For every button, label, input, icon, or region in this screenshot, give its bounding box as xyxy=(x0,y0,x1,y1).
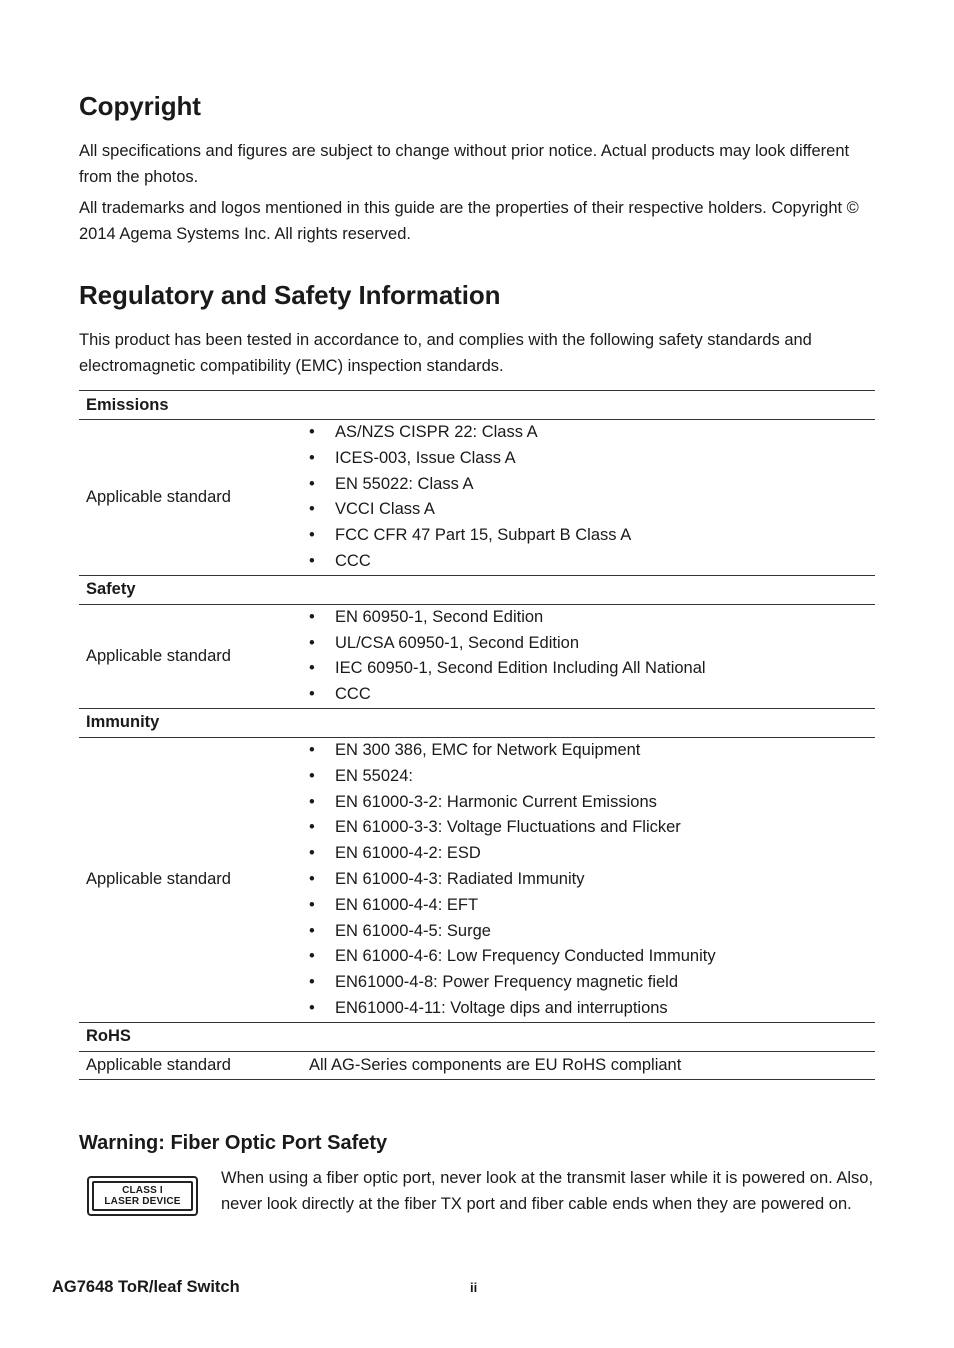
standard-label: Applicable standard xyxy=(79,1051,309,1079)
standard-items xyxy=(309,737,875,1022)
standard-items xyxy=(309,604,875,708)
list-item: • FCC CFR 47 Part 15, Subpart B Class A xyxy=(309,523,875,549)
table-row xyxy=(79,420,875,576)
standard-label: Applicable standard xyxy=(86,646,231,665)
badge-line-2: LASER DEVICE xyxy=(104,1196,181,1207)
section-row-rohs xyxy=(79,1022,875,1051)
list-item: • EN 300 386, EMC for Network Equipment xyxy=(309,738,875,764)
section-title: Safety xyxy=(79,575,875,604)
list-item: • EN61000-4-8: Power Frequency magnetic field xyxy=(309,970,875,996)
laser-badge-inner xyxy=(92,1181,193,1211)
list-item: • CCC xyxy=(309,682,875,708)
table-row xyxy=(79,1051,875,1079)
list-item: • EN 61000-4-4: EFT xyxy=(309,893,875,919)
list-item: • EN 61000-4-2: ESD xyxy=(309,841,875,867)
copyright-paragraph-2: All trademarks and logos mentioned in this guide are the properties of their respective holders. Copyright © 2014 Agema Systems Inc. All rights reserved. xyxy=(79,199,859,243)
section-title: Emissions xyxy=(79,391,875,420)
list-item: • IEC 60950-1, Second Edition Including All National xyxy=(309,656,875,682)
section-title: RoHS xyxy=(79,1022,875,1051)
table-row xyxy=(79,737,875,1022)
list-item: • EN 55024: xyxy=(309,764,875,790)
copyright-heading: Copyright xyxy=(79,91,201,121)
warning-heading: Warning: Fiber Optic Port Safety xyxy=(79,1132,388,1154)
list-item: • EN 61000-4-6: Low Frequency Conducted Immunity xyxy=(309,944,875,970)
list-item: • AS/NZS CISPR 22: Class A xyxy=(309,420,875,446)
footer-product-name: AG7648 ToR/leaf Switch xyxy=(52,1278,240,1296)
laser-class-badge xyxy=(87,1176,198,1216)
regulatory-intro: This product has been tested in accordance to, and complies with the following safety standards and electromagnetic compatibility (EMC) inspection standards. xyxy=(79,331,812,375)
section-row-safety xyxy=(79,575,875,604)
list-item: • EN 61000-3-3: Voltage Fluctuations and Flicker xyxy=(309,815,875,841)
list-item: • ICES-003, Issue Class A xyxy=(309,446,875,472)
list-item: • EN 60950-1, Second Edition xyxy=(309,605,875,631)
table-row xyxy=(79,604,875,708)
list-item: • EN 61000-3-2: Harmonic Current Emissions xyxy=(309,790,875,816)
standard-items xyxy=(309,420,875,576)
list-item: • VCCI Class A xyxy=(309,497,875,523)
list-item: • UL/CSA 60950-1, Second Edition xyxy=(309,631,875,657)
list-item: • EN 61000-4-3: Radiated Immunity xyxy=(309,867,875,893)
standard-label: Applicable standard xyxy=(86,487,231,506)
regulatory-heading: Regulatory and Safety Information xyxy=(79,280,501,310)
standards-table xyxy=(79,390,875,1080)
copyright-paragraph-1: All specifications and figures are subject to change without prior notice. Actual products may look different from the photos. xyxy=(79,142,850,186)
list-item: • EN 61000-4-5: Surge xyxy=(309,919,875,945)
section-title: Immunity xyxy=(79,708,875,737)
list-item: • CCC xyxy=(309,549,875,575)
rohs-value: All AG-Series components are EU RoHS compliant xyxy=(309,1051,875,1079)
section-row-emissions xyxy=(79,391,875,420)
badge-line-1: CLASS I xyxy=(122,1185,163,1196)
warning-text: When using a fiber optic port, never look at the transmit laser while it is powered on. Also, never look directly at the fiber TX port and fiber cable ends when they are powered on. xyxy=(221,1169,874,1213)
list-item: • EN 55022: Class A xyxy=(309,472,875,498)
section-row-immunity xyxy=(79,708,875,737)
standard-label: Applicable standard xyxy=(86,870,231,889)
list-item: • EN61000-4-11: Voltage dips and interruptions xyxy=(309,996,875,1022)
footer-page-number: ii xyxy=(470,1280,478,1295)
